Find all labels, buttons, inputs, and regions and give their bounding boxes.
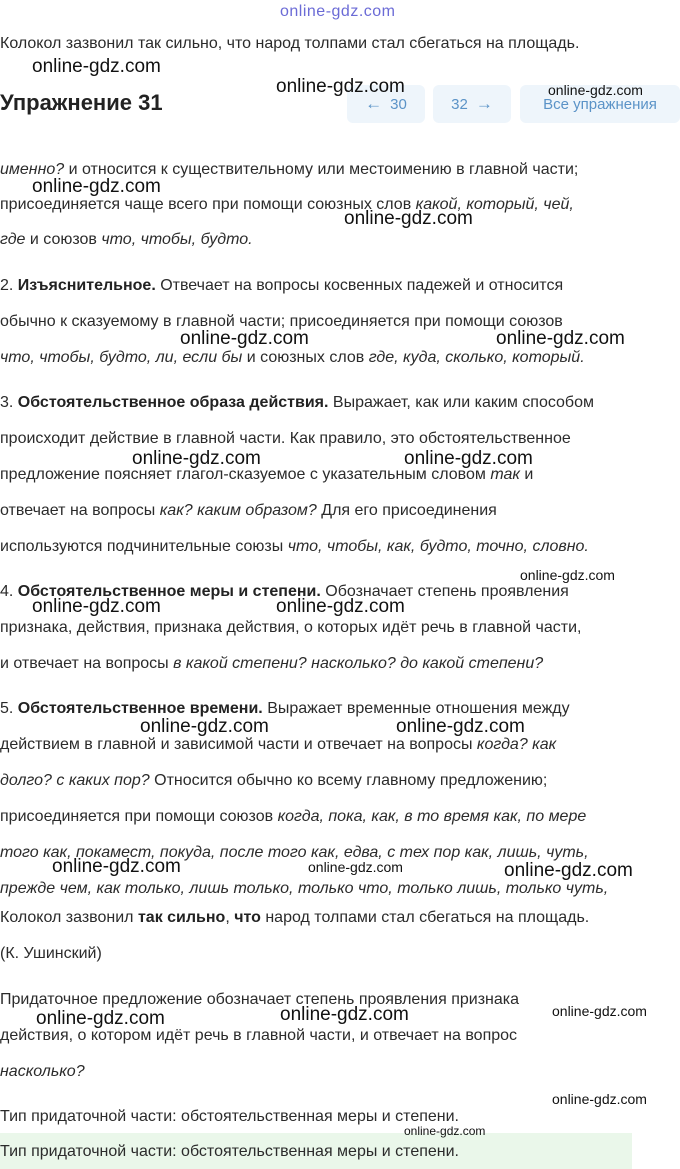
text-line: действием в главной и зависимой части и отвечает на вопросы когда? как — [0, 736, 557, 753]
arrow-left-icon: ← — [365, 94, 383, 113]
explanation-line: Придаточное предложение обозначает степень проявления признака — [0, 991, 520, 1008]
watermark: online-gdz.com — [552, 1003, 647, 1019]
page-title: Упражнение 31 — [0, 90, 163, 115]
header-sentence: Колокол зазвонил так сильно, что народ толпами стал сбегаться на площадь. — [0, 35, 580, 52]
answer-sentence: Колокол зазвонил так сильно, что народ толпами стал сбегаться на площадь. — [0, 909, 590, 926]
watermark: online-gdz.com — [132, 448, 261, 469]
text-line: присоединяется при помощи союзов когда, пока, как, в то время как, по мере — [0, 808, 587, 825]
watermark: online-gdz.com — [504, 860, 633, 881]
watermark: online-gdz.com — [404, 1124, 486, 1138]
arrow-right-icon: → — [475, 94, 493, 113]
text-line: 4. Обстоятельственное меры и степени. Обозначает степень проявления — [0, 583, 569, 600]
watermark: online-gdz.com — [520, 567, 615, 583]
text-line: отвечает на вопросы как? каким образом? Для его присоединения — [0, 502, 497, 519]
text-line: предложение поясняет глагол-сказуемое с указательным словом так и — [0, 466, 534, 483]
all-exercises-label: Все упражнения — [543, 95, 657, 113]
watermark: online-gdz.com — [496, 328, 625, 349]
answer-author: (К. Ушинский) — [0, 945, 102, 962]
explanation-line: насколько? — [0, 1063, 85, 1080]
text-line: используются подчинительные союзы что, чтобы, как, будто, точно, словно. — [0, 538, 589, 555]
watermark: online-gdz.com — [280, 1004, 409, 1025]
text-line: обычно к сказуемому в главной части; присоединяется при помощи союзов — [0, 313, 563, 330]
answer-type-highlighted: Тип придаточной части: обстоятельственная меры и степени. — [0, 1143, 459, 1160]
text-line: 2. Изъяснительное. Отвечает на вопросы косвенных падежей и относится — [0, 277, 564, 294]
watermark: online-gdz.com — [140, 716, 269, 737]
text-line: и отвечает на вопросы в какой степени? насколько? до какой степени? — [0, 655, 544, 672]
text-line: происходит действие в главной части. Как правило, это обстоятельственное — [0, 430, 571, 447]
text-line: 3. Обстоятельственное образа действия. Выражает, как или каким способом — [0, 394, 594, 411]
watermark: online-gdz.com — [404, 448, 533, 469]
text-line: присоединяется чаще всего при помощи союзных слов какой, который, чей, — [0, 196, 574, 213]
watermark: online-gdz.com — [276, 596, 405, 617]
watermark: online-gdz.com — [36, 1008, 165, 1029]
watermark: online-gdz.com — [52, 856, 181, 877]
top-watermark: online-gdz.com — [280, 3, 396, 20]
text-line: долго? с каких пор? Относится обычно ко всему главному предложению; — [0, 772, 548, 789]
next-exercise-label: 32 — [451, 95, 468, 113]
text-line: признака, действия, признака действия, о которых идёт речь в главной части, — [0, 619, 582, 636]
text-line: того как, покамест, покуда, после того как, едва, с тех пор как, лишь, чуть, — [0, 844, 589, 861]
watermark: online-gdz.com — [308, 859, 403, 875]
watermark: online-gdz.com — [276, 76, 405, 97]
text-line: где и союзов что, чтобы, будто. — [0, 231, 253, 248]
watermark: online-gdz.com — [396, 716, 525, 737]
watermark: online-gdz.com — [32, 56, 161, 77]
text-line: 5. Обстоятельственное времени. Выражает временные отношения между — [0, 700, 570, 717]
answer-type: Тип придаточной части: обстоятельственная меры и степени. — [0, 1108, 459, 1125]
watermark: online-gdz.com — [548, 82, 643, 98]
watermark: online-gdz.com — [180, 328, 309, 349]
prev-exercise-label: 30 — [390, 95, 407, 113]
text-line: именно? и относится к существительному или местоимению в главной части; — [0, 161, 579, 178]
text-line: прежде чем, как только, лишь только, только что, только лишь, только чуть, — [0, 880, 609, 897]
explanation-line: действия, о котором идёт речь в главной части, и отвечает на вопрос — [0, 1027, 518, 1044]
watermark: online-gdz.com — [344, 208, 473, 229]
text-line: что, чтобы, будто, ли, если бы и союзных слов где, куда, сколько, который. — [0, 349, 585, 366]
watermark: online-gdz.com — [552, 1091, 647, 1107]
watermark: online-gdz.com — [32, 596, 161, 617]
watermark: online-gdz.com — [32, 176, 161, 197]
next-exercise-button[interactable] — [433, 85, 511, 123]
